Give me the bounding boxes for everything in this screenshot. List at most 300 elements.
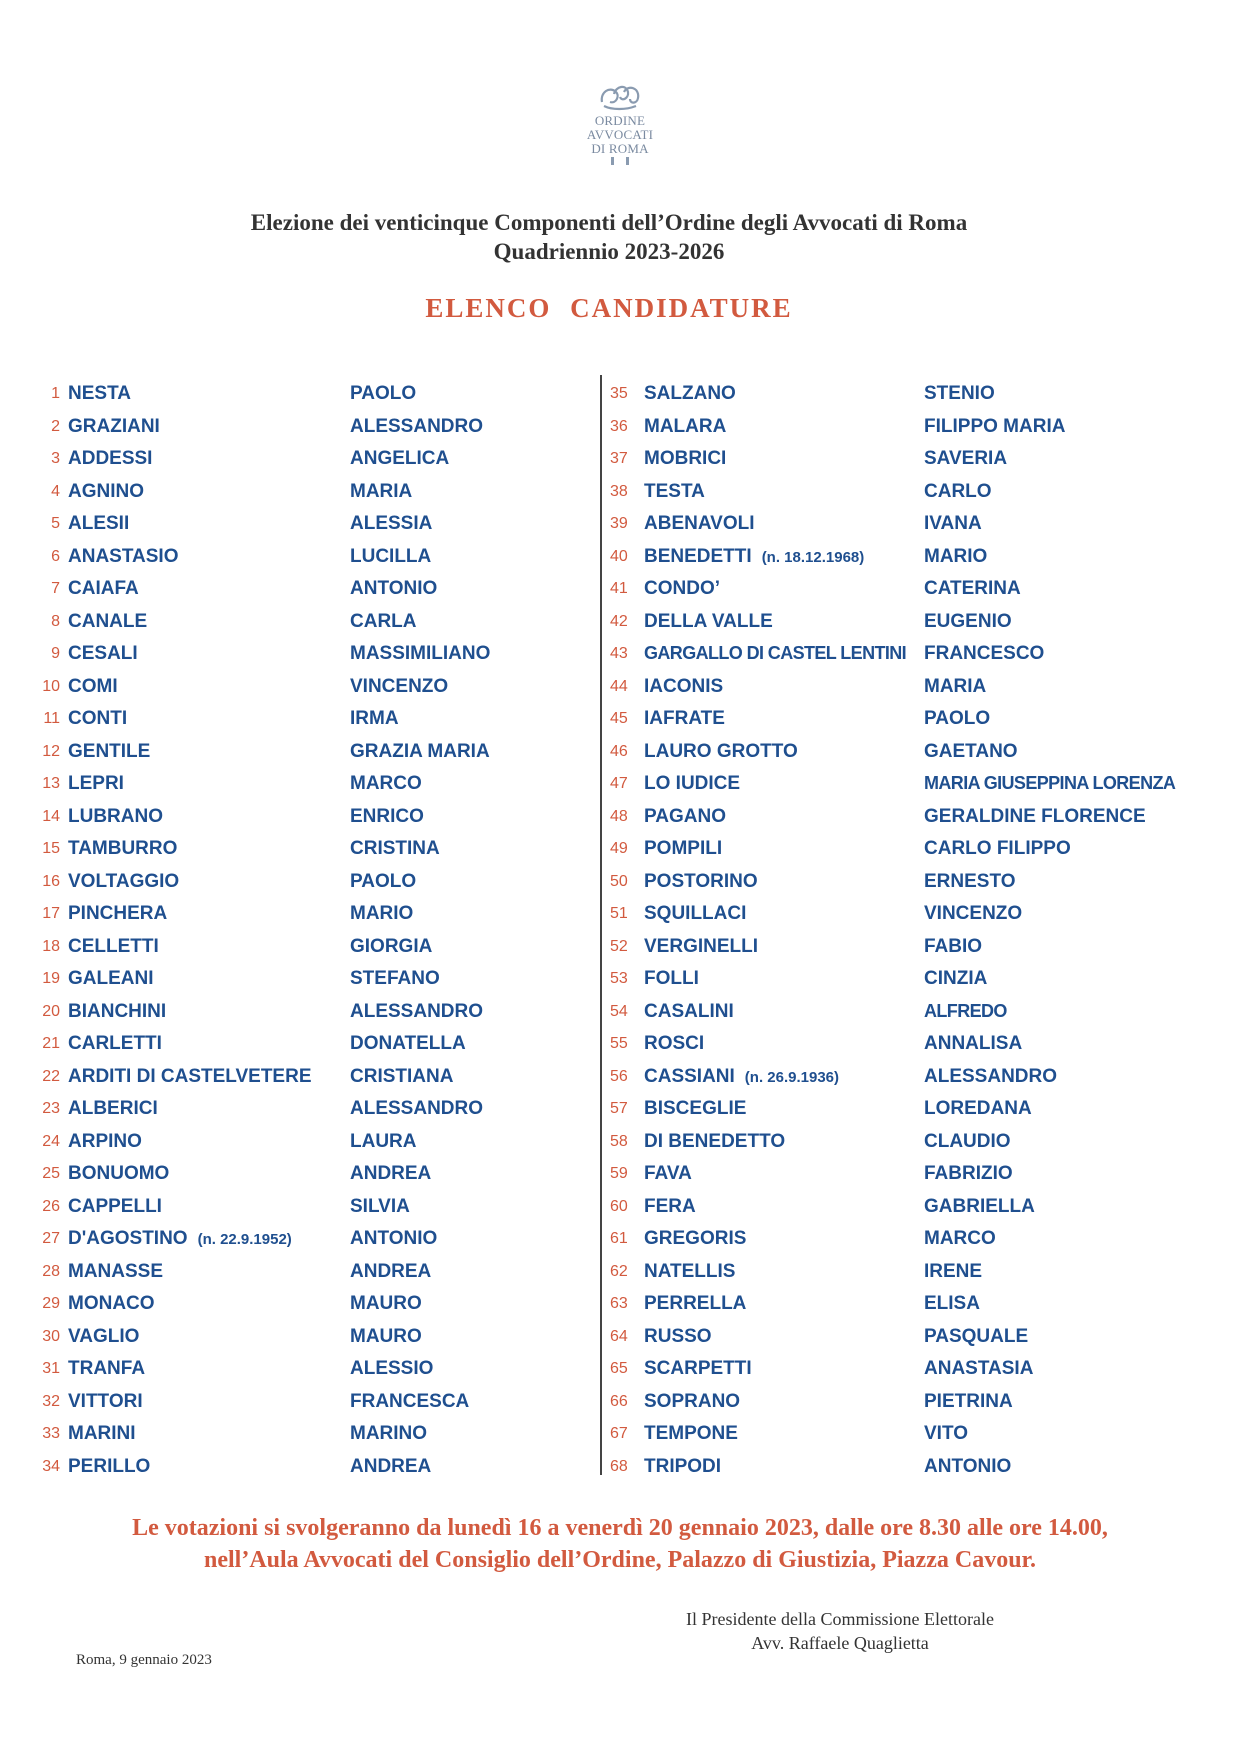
candidate-list-right	[600, 381, 1240, 1486]
candidate-number: 9	[51, 645, 60, 662]
candidate-surname-text: MALARA	[644, 415, 727, 437]
candidate-surname	[68, 741, 150, 763]
candidate-surname-text: LAURO GROTTO	[644, 740, 798, 762]
candidate-surname	[644, 1033, 704, 1055]
candidate-number: 62	[610, 1262, 628, 1280]
candidate-number: 48	[610, 807, 628, 825]
candidate-first-name: EUGENIO	[924, 610, 1012, 632]
candidate-row	[0, 999, 600, 1032]
candidate-surname	[644, 903, 746, 925]
candidate-surname	[68, 806, 163, 828]
candidate-first-name: CARLO FILIPPO	[924, 838, 1071, 859]
candidate-number: 39	[610, 515, 628, 532]
candidate-row	[0, 479, 600, 512]
candidate-number: 1	[51, 385, 60, 402]
candidate-first-name: MARIA GIUSEPPINA LORENZA	[924, 773, 1176, 793]
candidate-number: 16	[42, 872, 60, 890]
candidate-first-name: PASQUALE	[924, 1325, 1029, 1347]
candidate-row	[600, 609, 1240, 642]
candidate-row	[0, 1064, 600, 1097]
signature-role: Il Presidente della Commissione Elettorale	[686, 1609, 994, 1629]
candidate-surname-text: CESALI	[68, 643, 138, 664]
candidate-number: 44	[610, 677, 628, 695]
candidate-row	[600, 381, 1240, 414]
candidate-surname	[68, 1293, 155, 1315]
logo-pillars-icon	[605, 156, 635, 166]
candidate-number: 34	[42, 1457, 60, 1475]
candidate-surname	[644, 1163, 692, 1185]
candidate-number: 15	[42, 840, 60, 857]
candidate-first-name: SILVIA	[350, 1195, 410, 1217]
candidate-first-name: PAOLO	[924, 708, 991, 729]
candidate-surname-text: AGNINO	[68, 480, 144, 502]
candidate-number: 61	[610, 1230, 628, 1247]
candidate-number: 51	[610, 905, 628, 922]
candidate-surname-text: GALEANI	[68, 968, 154, 989]
candidate-first-name: ALESSIA	[350, 513, 433, 534]
candidate-first-name: CLAUDIO	[924, 1130, 1011, 1152]
candidate-number: 38	[610, 482, 628, 500]
candidate-surname-text: RUSSO	[644, 1325, 712, 1347]
candidate-first-name: SAVERIA	[924, 448, 1008, 469]
candidate-first-name: FILIPPO MARIA	[924, 415, 1066, 437]
candidate-row	[600, 934, 1240, 967]
candidate-surname-text: GENTILE	[68, 740, 151, 762]
candidate-number: 49	[610, 840, 628, 857]
candidate-list-left	[0, 381, 600, 1486]
candidate-surname-text: BIANCHINI	[68, 1000, 167, 1022]
candidate-number: 29	[42, 1295, 60, 1312]
candidate-surname	[68, 1261, 163, 1283]
candidate-number: 27	[42, 1230, 60, 1247]
candidate-row	[0, 414, 600, 447]
candidate-surname-text: CASSIANI	[644, 1065, 735, 1087]
candidate-surname	[644, 871, 758, 893]
candidate-surname	[644, 416, 726, 438]
candidate-row	[600, 1129, 1240, 1162]
candidate-surname-text: ANASTASIO	[68, 545, 179, 567]
candidate-surname	[68, 903, 167, 925]
candidate-surname-text: NESTA	[68, 383, 131, 404]
candidate-number: 4	[51, 482, 60, 500]
candidate-surname	[68, 383, 131, 405]
candidate-number: 40	[610, 547, 628, 565]
candidate-row	[600, 1421, 1240, 1454]
logo-emblem-icon	[596, 80, 644, 114]
candidate-row	[600, 901, 1240, 934]
candidate-row	[600, 706, 1240, 739]
candidate-first-name: GIORGIA	[350, 935, 433, 957]
candidate-surname	[644, 1358, 752, 1380]
candidate-surname	[68, 1066, 312, 1088]
candidate-number: 57	[610, 1100, 628, 1117]
candidate-first-name: GAETANO	[924, 740, 1018, 762]
candidate-row	[0, 674, 600, 707]
candidate-surname	[644, 1001, 734, 1023]
candidate-first-name: GRAZIA MARIA	[350, 740, 490, 762]
candidate-row	[600, 804, 1240, 837]
candidate-surname	[68, 481, 144, 503]
candidate-surname-text: TRIPODI	[644, 1455, 722, 1477]
candidate-first-name: FRANCESCO	[924, 643, 1045, 664]
candidate-row	[600, 869, 1240, 902]
candidate-surname-text: LO IUDICE	[644, 773, 741, 794]
candidate-row	[600, 674, 1240, 707]
candidate-surname	[68, 1098, 158, 1120]
candidate-row	[600, 511, 1240, 544]
candidate-number: 67	[610, 1425, 628, 1442]
candidate-surname-text: DI BENEDETTO	[644, 1130, 786, 1152]
candidate-first-name: ERNESTO	[924, 870, 1016, 892]
candidate-surname-text: D'AGOSTINO	[68, 1228, 188, 1249]
candidate-first-name: CARLA	[350, 610, 417, 632]
signature-block	[640, 1607, 1040, 1655]
candidate-surname-text: CAPPELLI	[68, 1195, 162, 1217]
candidate-surname-text: MANASSE	[68, 1260, 164, 1282]
candidate-number: 66	[610, 1392, 628, 1410]
candidate-surname	[644, 936, 758, 958]
logo-text	[570, 114, 670, 156]
candidate-surname	[68, 1033, 162, 1055]
candidate-first-name: MARIO	[350, 903, 414, 924]
candidate-surname	[68, 578, 139, 600]
candidate-row	[600, 1389, 1240, 1422]
candidate-first-name: CRISTINA	[350, 838, 440, 859]
candidate-number: 56	[610, 1067, 628, 1085]
candidate-surname	[68, 676, 118, 698]
candidate-first-name: FRANCESCA	[350, 1390, 470, 1412]
candidate-surname	[644, 1196, 696, 1218]
candidate-surname	[644, 578, 720, 600]
candidate-row	[0, 836, 600, 869]
candidate-number: 63	[610, 1295, 628, 1312]
candidate-surname-text: ARDITI DI CASTELVETERE	[68, 1065, 312, 1087]
candidate-surname	[68, 416, 160, 438]
candidate-surname	[644, 676, 723, 698]
candidate-surname	[68, 1391, 143, 1413]
section-heading: ELENCO CANDIDATURE	[425, 293, 793, 323]
candidate-surname-text: TESTA	[644, 480, 705, 502]
candidate-first-name: CRISTIANA	[350, 1065, 454, 1087]
candidate-surname-text: MONACO	[68, 1293, 155, 1314]
candidate-surname-text: CAIAFA	[68, 578, 139, 599]
logo-line-2: AVVOCATI	[586, 127, 654, 142]
candidate-first-name: ALESSANDRO	[350, 1098, 484, 1119]
candidate-first-name: ALESSANDRO	[350, 415, 484, 437]
candidate-surname	[68, 1456, 150, 1478]
candidate-surname-text: MOBRICI	[644, 448, 727, 469]
candidate-row	[600, 1031, 1240, 1064]
candidate-number: 42	[610, 612, 628, 630]
candidate-number: 58	[610, 1132, 628, 1150]
candidate-surname-text: FERA	[644, 1195, 696, 1217]
candidate-first-name: LOREDANA	[924, 1098, 1032, 1119]
candidate-first-name: PAOLO	[350, 870, 417, 892]
candidate-number: 60	[610, 1197, 628, 1215]
candidate-first-name: MARINO	[350, 1423, 428, 1444]
candidate-surname-text: BISCEGLIE	[644, 1098, 747, 1119]
candidate-first-name: ANTONIO	[924, 1455, 1012, 1477]
candidate-surname-text: NATELLIS	[644, 1260, 736, 1282]
candidate-first-name: MASSIMILIANO	[350, 643, 491, 664]
candidate-surname-text: ROSCI	[644, 1033, 705, 1054]
candidate-number: 8	[51, 612, 60, 630]
candidate-first-name: GERALDINE FLORENCE	[924, 805, 1146, 827]
candidate-surname-text: PINCHERA	[68, 903, 168, 924]
candidate-surname-text: CELLETTI	[68, 935, 159, 957]
candidate-first-name: FABRIZIO	[924, 1163, 1013, 1184]
candidate-row	[0, 641, 600, 674]
candidate-first-name: STENIO	[924, 383, 995, 404]
candidate-row	[0, 1389, 600, 1422]
candidate-surname-text: IACONIS	[644, 675, 724, 697]
candidate-number: 37	[610, 450, 628, 467]
candidate-number: 7	[51, 580, 60, 597]
candidate-number: 19	[42, 970, 60, 987]
candidate-surname	[644, 1391, 740, 1413]
candidate-surname-text: PERRELLA	[644, 1293, 747, 1314]
candidate-surname-text: VAGLIO	[68, 1325, 140, 1347]
candidate-number: 3	[51, 450, 60, 467]
logo-line-3: DI ROMA	[591, 141, 649, 156]
candidate-number: 50	[610, 872, 628, 890]
candidate-first-name: VINCENZO	[924, 903, 1023, 924]
candidate-row	[0, 1291, 600, 1324]
signature-name: Avv. Raffaele Quaglietta	[751, 1633, 929, 1653]
candidate-surname	[644, 806, 726, 828]
candidate-number: 14	[42, 807, 60, 825]
candidate-row	[0, 1454, 600, 1487]
candidate-row	[0, 1161, 600, 1194]
candidate-surname	[644, 1131, 785, 1153]
document-title: Elezione dei venticinque Componenti dell’Ordine degli Avvocati di Roma	[250, 210, 968, 235]
candidate-number: 65	[610, 1360, 628, 1377]
candidate-row	[600, 479, 1240, 512]
candidate-surname-text: LEPRI	[68, 773, 124, 794]
document-date: Roma, 9 gennaio 2023	[76, 1652, 212, 1668]
candidate-surname	[68, 838, 177, 860]
candidate-surname-text: CONDO’	[644, 578, 720, 599]
candidate-first-name: DONATELLA	[350, 1033, 466, 1054]
candidate-surname	[68, 1358, 145, 1380]
candidate-number: 18	[42, 937, 60, 955]
candidate-first-name: MARIA	[350, 480, 413, 502]
candidate-surname-text: VITTORI	[68, 1390, 143, 1412]
candidate-row	[600, 771, 1240, 804]
candidate-first-name: ANDREA	[350, 1260, 432, 1282]
candidate-row	[0, 1031, 600, 1064]
candidate-number: 12	[42, 742, 60, 760]
candidate-row	[0, 771, 600, 804]
candidate-row	[0, 1421, 600, 1454]
candidate-surname	[644, 708, 725, 730]
candidate-row	[0, 901, 600, 934]
candidate-row	[0, 609, 600, 642]
candidate-first-name: CINZIA	[924, 968, 988, 989]
candidate-row	[0, 739, 600, 772]
candidate-surname-text: PAGANO	[644, 805, 726, 827]
candidate-first-name: ANGELICA	[350, 448, 450, 469]
candidate-first-name: VINCENZO	[350, 675, 449, 697]
candidate-surname	[68, 1326, 139, 1348]
candidate-surname-text: FOLLI	[644, 968, 699, 989]
candidate-birth-date: (n. 22.9.1952)	[197, 1231, 292, 1248]
candidate-surname-text: POMPILI	[644, 838, 723, 859]
candidate-row	[600, 1194, 1240, 1227]
candidate-number: 35	[610, 385, 628, 402]
candidate-birth-date: (n. 26.9.1936)	[744, 1068, 840, 1086]
document-subtitle: Quadriennio 2023-2026	[493, 239, 725, 264]
candidate-row	[0, 869, 600, 902]
candidate-first-name: IVANA	[924, 513, 982, 534]
candidate-row	[600, 966, 1240, 999]
candidate-surname	[68, 968, 154, 990]
candidate-row	[0, 446, 600, 479]
candidate-number: 45	[610, 710, 628, 727]
candidate-surname-text: ADDESSI	[68, 448, 153, 469]
candidate-surname-text: ALBERICI	[68, 1098, 158, 1119]
candidate-first-name: LUCILLA	[350, 545, 432, 567]
logo	[570, 80, 670, 166]
candidate-surname	[68, 936, 159, 958]
candidate-surname-text: FAVA	[644, 1163, 692, 1184]
candidate-surname-text: GREGORIS	[644, 1228, 747, 1249]
candidate-first-name: ANDREA	[350, 1163, 432, 1184]
candidate-surname	[644, 1098, 746, 1120]
candidate-surname	[68, 1423, 136, 1445]
candidate-row	[600, 1324, 1240, 1357]
candidate-surname-text: SQUILLACI	[644, 903, 747, 924]
candidate-row	[0, 1194, 600, 1227]
candidate-number: 28	[42, 1262, 60, 1280]
candidate-surname	[644, 546, 864, 568]
candidate-first-name: ALFREDO	[924, 1000, 1007, 1021]
candidate-number: 10	[42, 677, 60, 695]
candidate-row	[600, 739, 1240, 772]
candidate-surname	[68, 1196, 162, 1218]
candidate-first-name: PAOLO	[350, 383, 417, 404]
candidate-row	[600, 641, 1240, 674]
candidate-first-name: ALESSANDRO	[924, 1065, 1058, 1087]
candidate-row	[600, 1356, 1240, 1389]
candidate-first-name: MARIO	[924, 545, 988, 567]
candidate-row	[0, 1324, 600, 1357]
candidate-surname	[68, 643, 138, 665]
candidate-surname-text: ARPINO	[68, 1130, 142, 1152]
candidate-number: 32	[42, 1392, 60, 1410]
candidate-surname-text: COMI	[68, 675, 118, 697]
candidate-surname	[644, 1293, 746, 1315]
candidate-surname-text: ALESII	[68, 513, 130, 534]
candidate-row	[600, 414, 1240, 447]
candidate-number: 17	[42, 905, 60, 922]
candidate-surname-text: TEMPONE	[644, 1423, 738, 1444]
candidate-surname	[644, 1456, 721, 1478]
voting-notice-line-1: Le votazioni si svolgeranno da lunedì 16 a venerdì 20 gennaio 2023, dalle ore 8.30 alle ore 14.00,	[132, 1515, 1108, 1541]
logo-line-1: ORDINE	[594, 113, 646, 128]
candidate-surname	[68, 871, 179, 893]
candidate-surname	[68, 448, 152, 470]
candidate-row	[0, 934, 600, 967]
candidate-row	[600, 836, 1240, 869]
candidate-number: 33	[42, 1425, 60, 1442]
candidate-first-name: ELISA	[924, 1293, 980, 1314]
candidate-surname-text: VERGINELLI	[644, 935, 759, 957]
candidate-surname-text: PERILLO	[68, 1455, 151, 1477]
candidate-row	[0, 1259, 600, 1292]
candidate-surname	[644, 968, 699, 990]
candidate-surname	[644, 1066, 839, 1088]
candidate-surname	[68, 1163, 169, 1185]
candidate-row	[0, 1356, 600, 1389]
candidate-row	[600, 1291, 1240, 1324]
candidate-surname-text: SOPRANO	[644, 1390, 741, 1412]
candidate-number: 36	[610, 417, 628, 435]
candidate-first-name: MARCO	[924, 1228, 996, 1249]
candidate-surname	[644, 1228, 746, 1250]
candidate-row	[0, 706, 600, 739]
candidate-first-name: CARLO	[924, 480, 992, 502]
candidate-surname-text: GRAZIANI	[68, 415, 160, 437]
candidate-number: 31	[42, 1360, 60, 1377]
candidate-number: 47	[610, 775, 628, 792]
candidate-row	[600, 1161, 1240, 1194]
candidate-surname-text: POSTORINO	[644, 870, 758, 892]
candidate-surname-text: TRANFA	[68, 1358, 146, 1379]
candidate-first-name: ANTONIO	[350, 1228, 438, 1249]
candidate-first-name: PIETRINA	[924, 1390, 1013, 1412]
candidate-first-name: ANTONIO	[350, 578, 438, 599]
candidate-surname	[68, 708, 127, 730]
candidate-number: 22	[42, 1067, 60, 1085]
candidate-first-name: LAURA	[350, 1130, 417, 1152]
candidate-row	[0, 576, 600, 609]
candidate-first-name: ANASTASIA	[924, 1358, 1034, 1379]
candidate-number: 23	[42, 1100, 60, 1117]
candidate-number: 59	[610, 1165, 628, 1182]
candidate-number: 53	[610, 970, 628, 987]
candidate-surname	[68, 546, 178, 568]
candidate-row	[600, 1096, 1240, 1129]
voting-notice-line-2: nell’Aula Avvocati del Consiglio dell’Ordine, Palazzo di Giustizia, Piazza Cavour.	[204, 1547, 1036, 1573]
candidate-number: 55	[610, 1035, 628, 1052]
candidate-number: 2	[51, 417, 60, 435]
candidate-row	[0, 1129, 600, 1162]
candidate-first-name: ALESSIO	[350, 1358, 434, 1379]
candidate-surname-text: SCARPETTI	[644, 1358, 752, 1379]
candidate-number: 21	[42, 1035, 60, 1052]
candidate-surname-text: CANALE	[68, 610, 148, 632]
candidate-number: 11	[43, 710, 60, 727]
candidate-surname-text: GARGALLO DI CASTEL LENTINI	[644, 643, 907, 663]
candidate-surname	[644, 448, 726, 470]
candidate-surname	[644, 383, 736, 405]
candidate-number: 13	[42, 775, 60, 792]
candidate-surname-text: CONTI	[68, 708, 128, 729]
candidate-first-name: MARCO	[350, 773, 422, 794]
candidate-row	[600, 544, 1240, 577]
candidate-number: 26	[42, 1197, 60, 1215]
candidate-surname	[644, 1423, 738, 1445]
candidate-first-name: IRENE	[924, 1260, 983, 1282]
candidate-row	[600, 1454, 1240, 1487]
candidate-first-name: ANNALISA	[924, 1033, 1023, 1054]
candidate-first-name: ALESSANDRO	[350, 1000, 484, 1022]
candidate-row	[600, 1064, 1240, 1097]
candidate-surname-text: ABENAVOLI	[644, 513, 755, 534]
candidate-number: 5	[51, 515, 60, 532]
candidate-first-name: MAURO	[350, 1293, 422, 1314]
